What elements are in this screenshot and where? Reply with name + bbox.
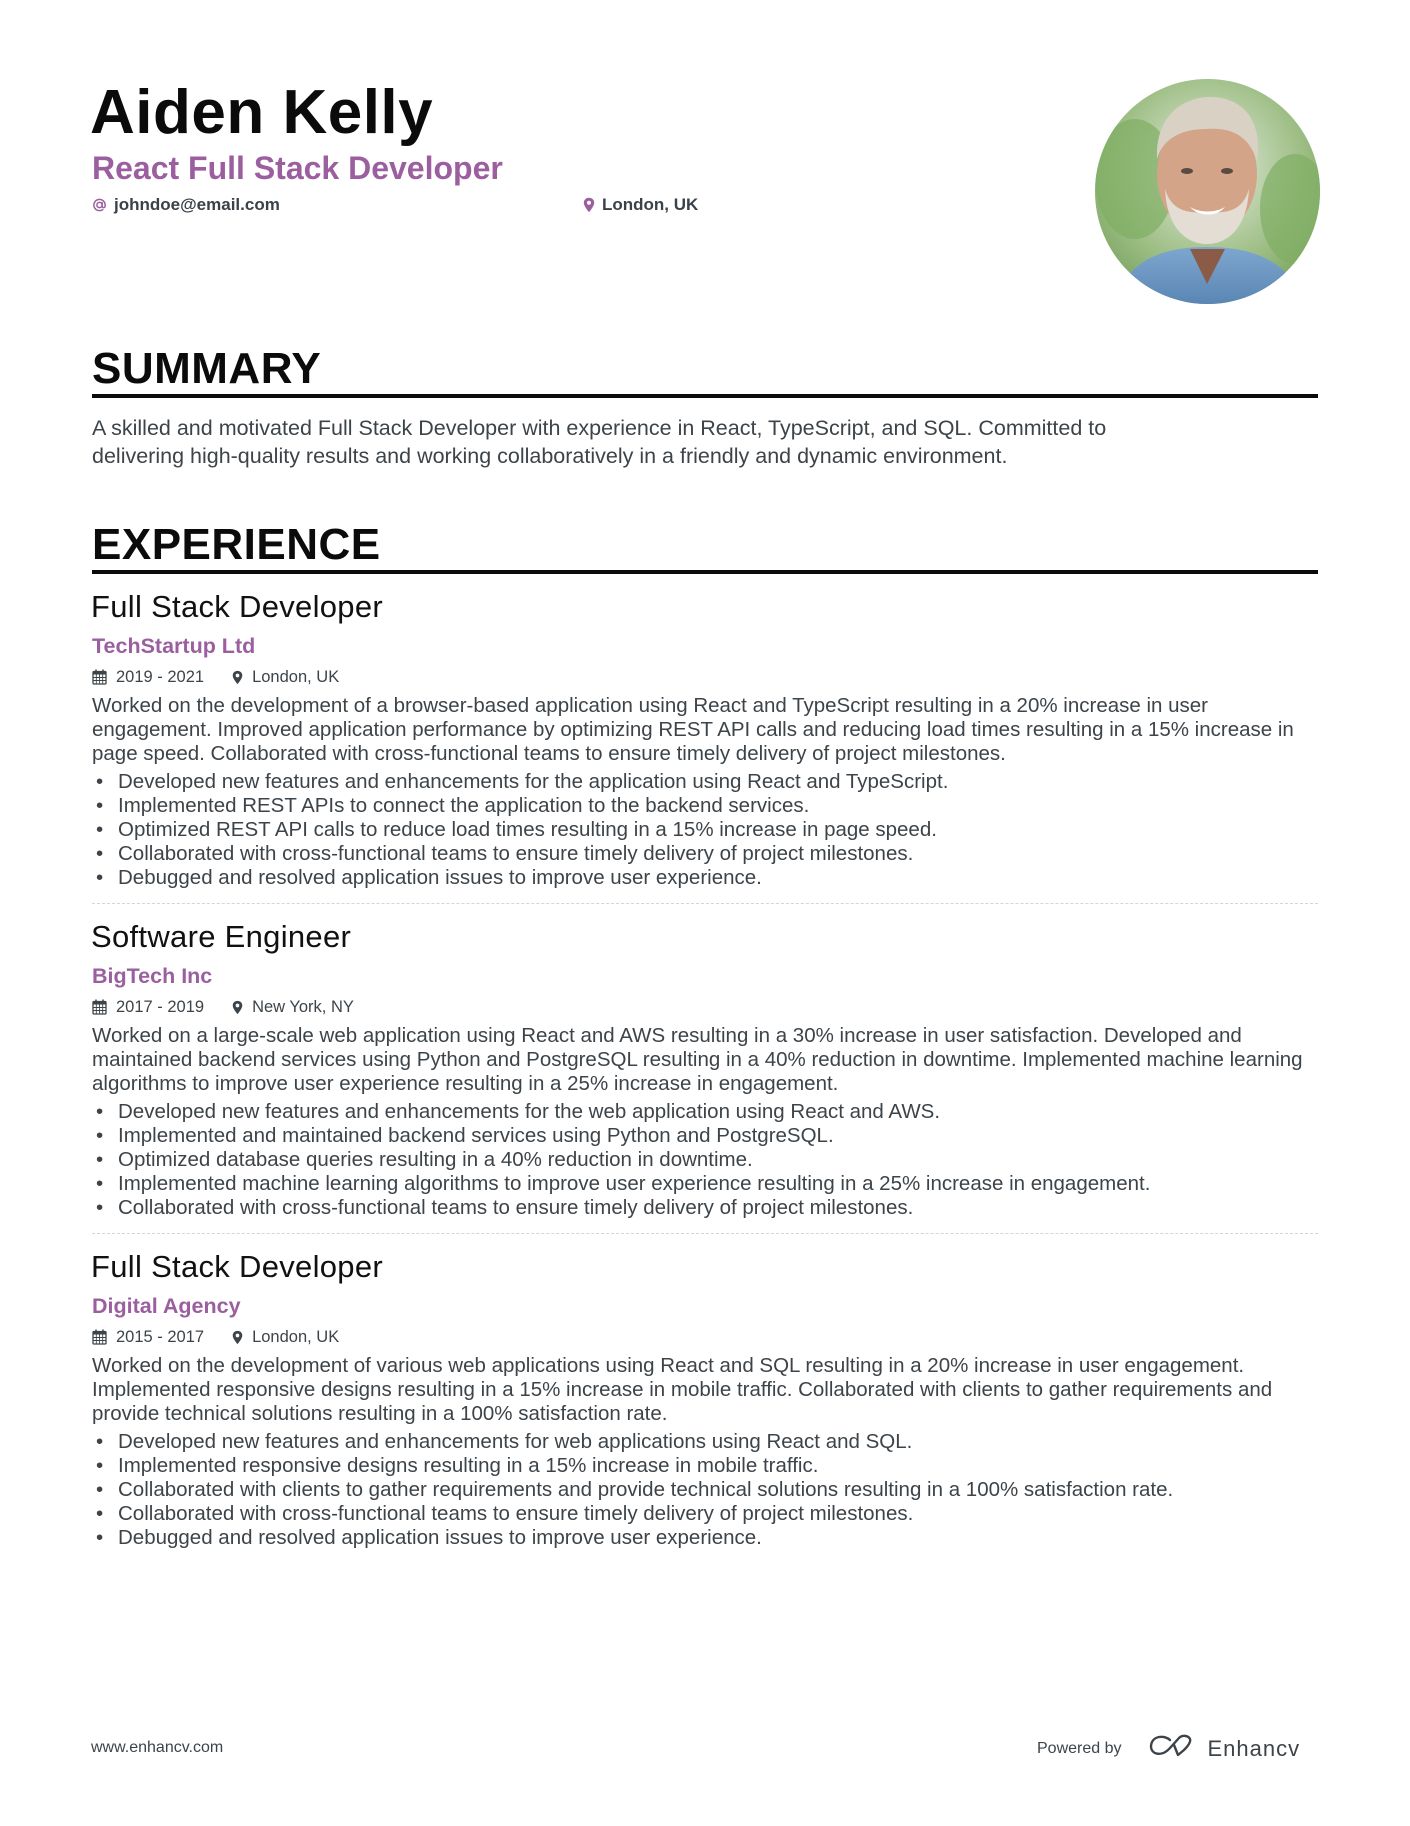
list-item: • Developed new features and enhancements for web applications using React and SQL. (92, 1430, 912, 1454)
job-description-line: Worked on the development of various web applications using React and SQL resulting in a 20% increase in user engagement. (92, 1354, 1245, 1377)
at-icon (92, 197, 107, 213)
profile-photo (1095, 79, 1320, 304)
list-item: • Optimized REST API calls to reduce load times resulting in a 15% increase in page speed. (92, 818, 937, 842)
list-item: • Collaborated with clients to gather requirements and provide technical solutions resulting in a 100% satisfaction rate. (92, 1478, 1173, 1502)
list-item: • Collaborated with cross-functional teams to ensure timely delivery of project milestones. (92, 1502, 913, 1526)
experience-rule (92, 570, 1318, 574)
job-dates: 2015 - 2017 (116, 1328, 205, 1346)
candidate-title: React Full Stack Developer (92, 150, 503, 186)
calendar-icon (92, 1329, 107, 1345)
bullet-icon: • (96, 1172, 104, 1195)
email-text: johndoe@email.com (114, 195, 280, 214)
list-item: • Collaborated with cross-functional teams to ensure timely delivery of project milestones. (92, 842, 913, 866)
map-pin-icon (232, 670, 243, 685)
job-description-line: Implemented responsive designs resulting in a 15% increase in mobile traffic. Collaborated with clients to gather requirements and (92, 1378, 1273, 1401)
job-location: New York, NY (252, 998, 354, 1016)
footer-website-link[interactable]: www.enhancv.com (91, 1739, 224, 1756)
bullet-icon: • (96, 1100, 104, 1123)
job-dates: 2019 - 2021 (116, 668, 205, 686)
summary-rule (92, 394, 1318, 398)
contact-email[interactable] (92, 194, 280, 216)
list-item: • Collaborated with cross-functional teams to ensure timely delivery of project milestones. (92, 1196, 913, 1220)
job-description-line: Worked on a large-scale web application using React and AWS resulting in a 30% increase in user satisfaction. Developed and (92, 1024, 1242, 1047)
list-item: • Developed new features and enhancements for the application using React and TypeScript. (92, 770, 948, 794)
bullet-icon: • (96, 1196, 104, 1219)
job-meta (92, 997, 354, 1017)
calendar-icon (92, 999, 107, 1015)
job-description-line: page speed. Collaborated with cross-functional teams to ensure timely delivery of project milestones. (92, 742, 1006, 765)
location-text: London, UK (602, 195, 699, 214)
powered-by[interactable] (1037, 1733, 1300, 1764)
company-name: BigTech Inc (92, 964, 213, 988)
job-divider (92, 1233, 1318, 1234)
list-item: • Implemented responsive designs resulting in a 15% increase in mobile traffic. (92, 1454, 818, 1478)
list-item: • Implemented REST APIs to connect the application to the backend services. (92, 794, 809, 818)
list-item: • Implemented machine learning algorithms to improve user experience resulting in a 25% increase in engagement. (92, 1172, 1150, 1196)
contact-location (583, 194, 698, 216)
bullet-icon: • (96, 1148, 104, 1171)
summary-text-line: A skilled and motivated Full Stack Developer with experience in React, TypeScript, and SQL. Committed to (92, 416, 1107, 440)
job-description-line: algorithms to improve user experience resulting in a 25% increase in engagement. (92, 1072, 839, 1095)
map-pin-icon (232, 1000, 243, 1015)
job-description-line: maintained backend services using Python and PostgreSQL resulting in a 40% reduction in downtime. Implemented machine learning (92, 1048, 1303, 1071)
bullet-icon: • (96, 818, 104, 841)
job-title: Software Engineer (91, 919, 352, 954)
list-item: • Implemented and maintained backend services using Python and PostgreSQL. (92, 1124, 834, 1148)
list-item: • Optimized database queries resulting in a 40% reduction in downtime. (92, 1148, 753, 1172)
list-item: • Developed new features and enhancements for the web application using React and AWS. (92, 1100, 940, 1124)
job-description-line: engagement. Improved application performance by optimizing REST API calls and reducing load times resulting in a 15% increase in (92, 718, 1294, 741)
job-description-line: Worked on the development of a browser-based application using React and TypeScript resulting in a 20% increase in user (92, 694, 1208, 717)
candidate-name: Aiden Kelly (90, 78, 434, 147)
job-dates: 2017 - 2019 (116, 998, 205, 1016)
list-item: • Debugged and resolved application issues to improve user experience. (92, 866, 762, 890)
bullet-icon: • (96, 794, 104, 817)
company-name: Digital Agency (92, 1294, 241, 1318)
powered-by-label: Powered by (1037, 1739, 1122, 1757)
summary-heading: SUMMARY (92, 344, 322, 393)
bullet-icon: • (96, 866, 104, 889)
job-description-line: provide technical solutions resulting in a 100% satisfaction rate. (92, 1402, 668, 1425)
enhancv-logo-icon (1148, 1733, 1196, 1764)
bullet-icon: • (96, 1454, 104, 1477)
map-pin-icon (232, 1330, 243, 1345)
bullet-icon: • (96, 1526, 104, 1549)
job-location: London, UK (252, 668, 340, 686)
job-title: Full Stack Developer (91, 1249, 384, 1284)
list-item: • Debugged and resolved application issues to improve user experience. (92, 1526, 762, 1550)
bullet-icon: • (96, 1478, 104, 1501)
map-pin-icon (583, 197, 595, 213)
bullet-icon: • (96, 770, 104, 793)
job-title: Full Stack Developer (91, 589, 384, 624)
bullet-icon: • (96, 1430, 104, 1453)
job-location: London, UK (252, 1328, 340, 1346)
summary-text-line: delivering high-quality results and working collaboratively in a friendly and dynamic environment. (92, 444, 1008, 468)
company-name: TechStartup Ltd (92, 634, 256, 658)
calendar-icon (92, 669, 107, 685)
experience-heading: EXPERIENCE (92, 520, 381, 569)
job-meta (92, 667, 339, 687)
job-divider (92, 903, 1318, 904)
bullet-icon: • (96, 1502, 104, 1525)
brand-name: Enhancv (1207, 1735, 1301, 1761)
bullet-icon: • (96, 1124, 104, 1147)
job-meta (92, 1327, 339, 1347)
bullet-icon: • (96, 842, 104, 865)
